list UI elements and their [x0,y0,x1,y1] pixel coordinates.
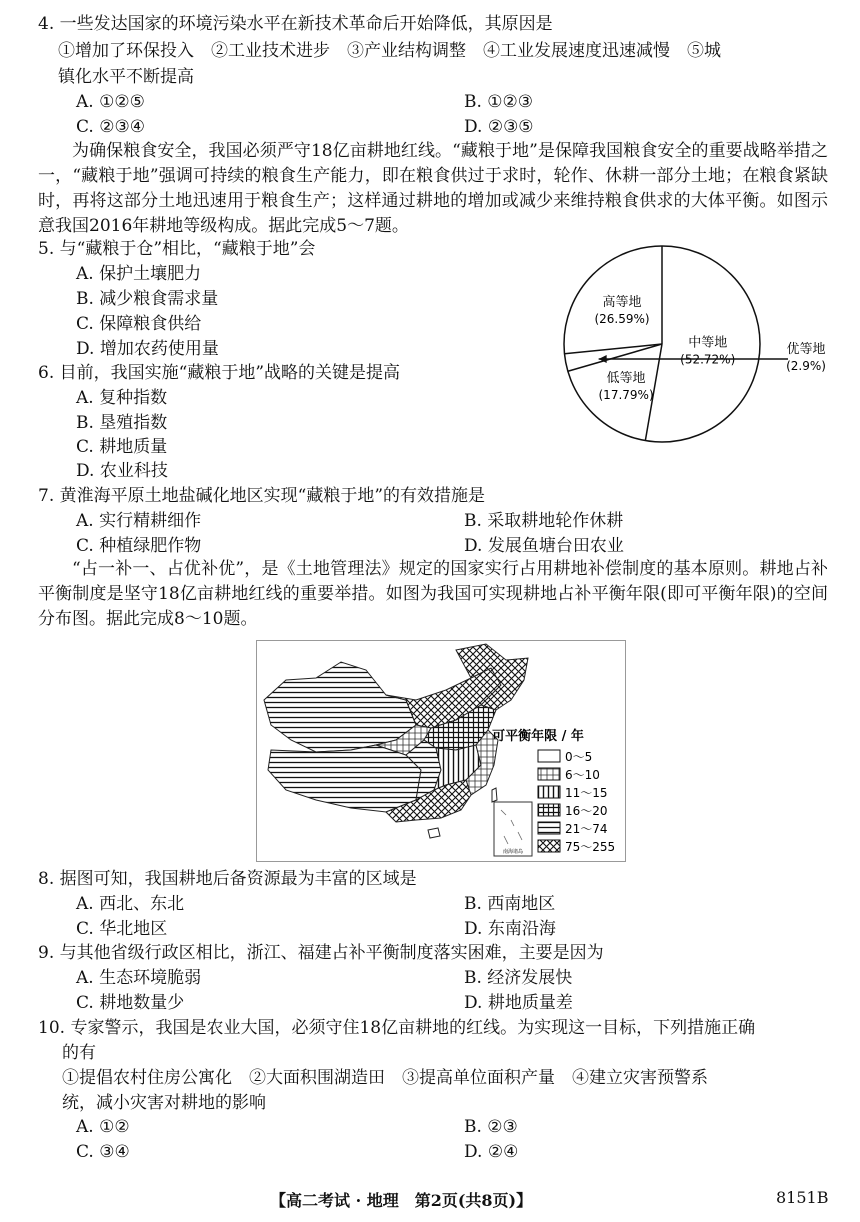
q5-option-d: D. 增加农药使用量 [76,339,219,359]
legend-item-75-255 [538,840,615,854]
pie-value-label-4: (26.59%) [594,311,650,326]
intro-paragraph-2: “占一补一、占优补优”，是《土地管理法》规定的国家实行占用耕地补偿制度的基本原则。耕地占补平衡制度是坚守18亿亩耕地红线的重要举措。如图为我国可实现耕地占补平衡年限(即可平衡年限)的空间分布图。据此完成8～10题。 [38,559,828,629]
map-region-hainan [428,828,440,838]
q10-items-cont: 统，减小灾害对耕地的影响 [62,1093,266,1113]
pie-label-4: 高等地 [602,294,642,310]
q9-option-a: A. 生态环境脆弱 [76,968,202,988]
pie-value-label-2: (17.79%) [598,388,654,403]
q4-items: ①增加了环保投入 ②工业技术进步 ③产业结构调整 ④工业发展速度迅速减慢 ⑤城 [58,41,721,61]
pie-label-3: 优等地 [786,342,826,358]
svg-text:11～15: 11～15 [565,786,608,800]
q10-stem: 10. 专家警示，我国是农业大国，必须守住18亿亩耕地的红线。为实现这一目标，下列措施正确 [38,1018,756,1038]
q9-option-d: D. 耕地质量差 [464,993,573,1013]
q6-option-b: B. 垦殖指数 [76,413,168,433]
footer-title: 【高二考试 · 地理 第2页(共8页)】 [270,1191,533,1210]
svg-text:75～255: 75～255 [565,840,616,854]
q5-option-a: A. 保护土壤肥力 [76,264,202,284]
q8-option-c: C. 华北地区 [76,919,168,939]
legend-item-21-74 [538,822,608,836]
q8-option-b: B. 西南地区 [464,894,556,914]
q10-option-a: A. ①② [76,1117,130,1137]
q6-option-c: C. 耕地质量 [76,437,168,457]
q6-stem: 6. 目前，我国实施“藏粮于地”战略的关键是提高 [38,363,401,383]
south-china-sea-inset [494,802,532,856]
intro-paragraph-1: 为确保粮食安全，我国必须严守18亿亩耕地红线。“藏粮于地”是保障我国粮食安全的重要战略举措之一，“藏粮于地”强调可持续的粮食生产能力，即在粮食供过于求时，轮作、休耕一部分土地；在粮食紧缺时，再将这部分土地迅速用于粮食生产；这样通过耕地的增加或减少来维持粮食供求的大体平衡。如图示意我国2016年耕地等级构成。据此完成5～7题。 [38,141,828,236]
svg-text:0～5: 0～5 [565,750,593,764]
pie-label-1: 中等地 [688,335,728,351]
q4-option-b: B. ①②③ [464,92,534,112]
q4-stem: 4. 一些发达国家的环境污染水平在新技术革命后开始降低，其原因是 [38,14,553,34]
pie-label-2: 低等地 [606,371,646,387]
pie-value-label-1: (52.72%) [680,352,736,367]
q10-option-d: D. ②④ [464,1142,519,1162]
legend-item-11-15 [538,786,608,800]
q6-option-a: A. 复种指数 [76,388,168,408]
q6-option-d: D. 农业科技 [76,461,168,481]
q4-option-a: A. ①②⑤ [76,92,145,112]
q5-option-b: B. 减少粮食需求量 [76,289,219,309]
q7-option-a: A. 实行精耕细作 [76,511,202,531]
inset-caption: 南海诸岛 [502,849,524,855]
q10-option-c: C. ③④ [76,1142,130,1162]
q9-option-c: C. 耕地数量少 [76,993,185,1013]
svg-text:16～20: 16～20 [565,804,608,818]
q7-option-b: B. 采取耕地轮作休耕 [464,511,624,531]
q5-option-c: C. 保障粮食供给 [76,314,202,334]
q10-stem-cont: 的有 [62,1043,96,1063]
svg-text:21～74: 21～74 [565,822,608,836]
q4-option-c: C. ②③④ [76,117,145,137]
footer-code: 8151B [776,1188,829,1207]
legend-item-6-10 [538,768,600,782]
legend-item-0-5 [538,750,592,764]
q9-stem: 9. 与其他省级行政区相比，浙江、福建占补平衡制度落实困难，主要是因为 [38,943,604,963]
q9-option-b: B. 经济发展快 [464,968,573,988]
q4-option-d: D. ②③⑤ [464,117,534,137]
farmland-grade-pie-chart [540,240,830,452]
legend-title: 可平衡年限 / 年 [492,729,584,744]
q5-stem: 5. 与“藏粮于仓”相比，“藏粮于地”会 [38,239,316,259]
q7-stem: 7. 黄淮海平原土地盐碱化地区实现“藏粮于地”的有效措施是 [38,486,486,506]
farmland-balance-years-map [256,640,626,862]
legend-item-16-20 [538,804,608,818]
q7-option-c: C. 种植绿肥作物 [76,536,202,556]
q10-option-b: B. ②③ [464,1117,518,1137]
q4-items-cont: 镇化水平不断提高 [58,67,194,87]
q8-option-d: D. 东南沿海 [464,919,556,939]
svg-text:6～10: 6～10 [565,768,600,782]
q8-option-a: A. 西北、东北 [76,894,185,914]
q10-items: ①提倡农村住房公寓化 ②大面积围湖造田 ③提高单位面积产量 ④建立灾害预警系 [62,1068,708,1088]
pie-value-label-3: (2.9%) [786,359,826,374]
q7-option-d: D. 发展鱼塘台田农业 [464,536,624,556]
q8-stem: 8. 据图可知，我国耕地后备资源最为丰富的区域是 [38,869,417,889]
map-region-taiwan [492,788,497,802]
